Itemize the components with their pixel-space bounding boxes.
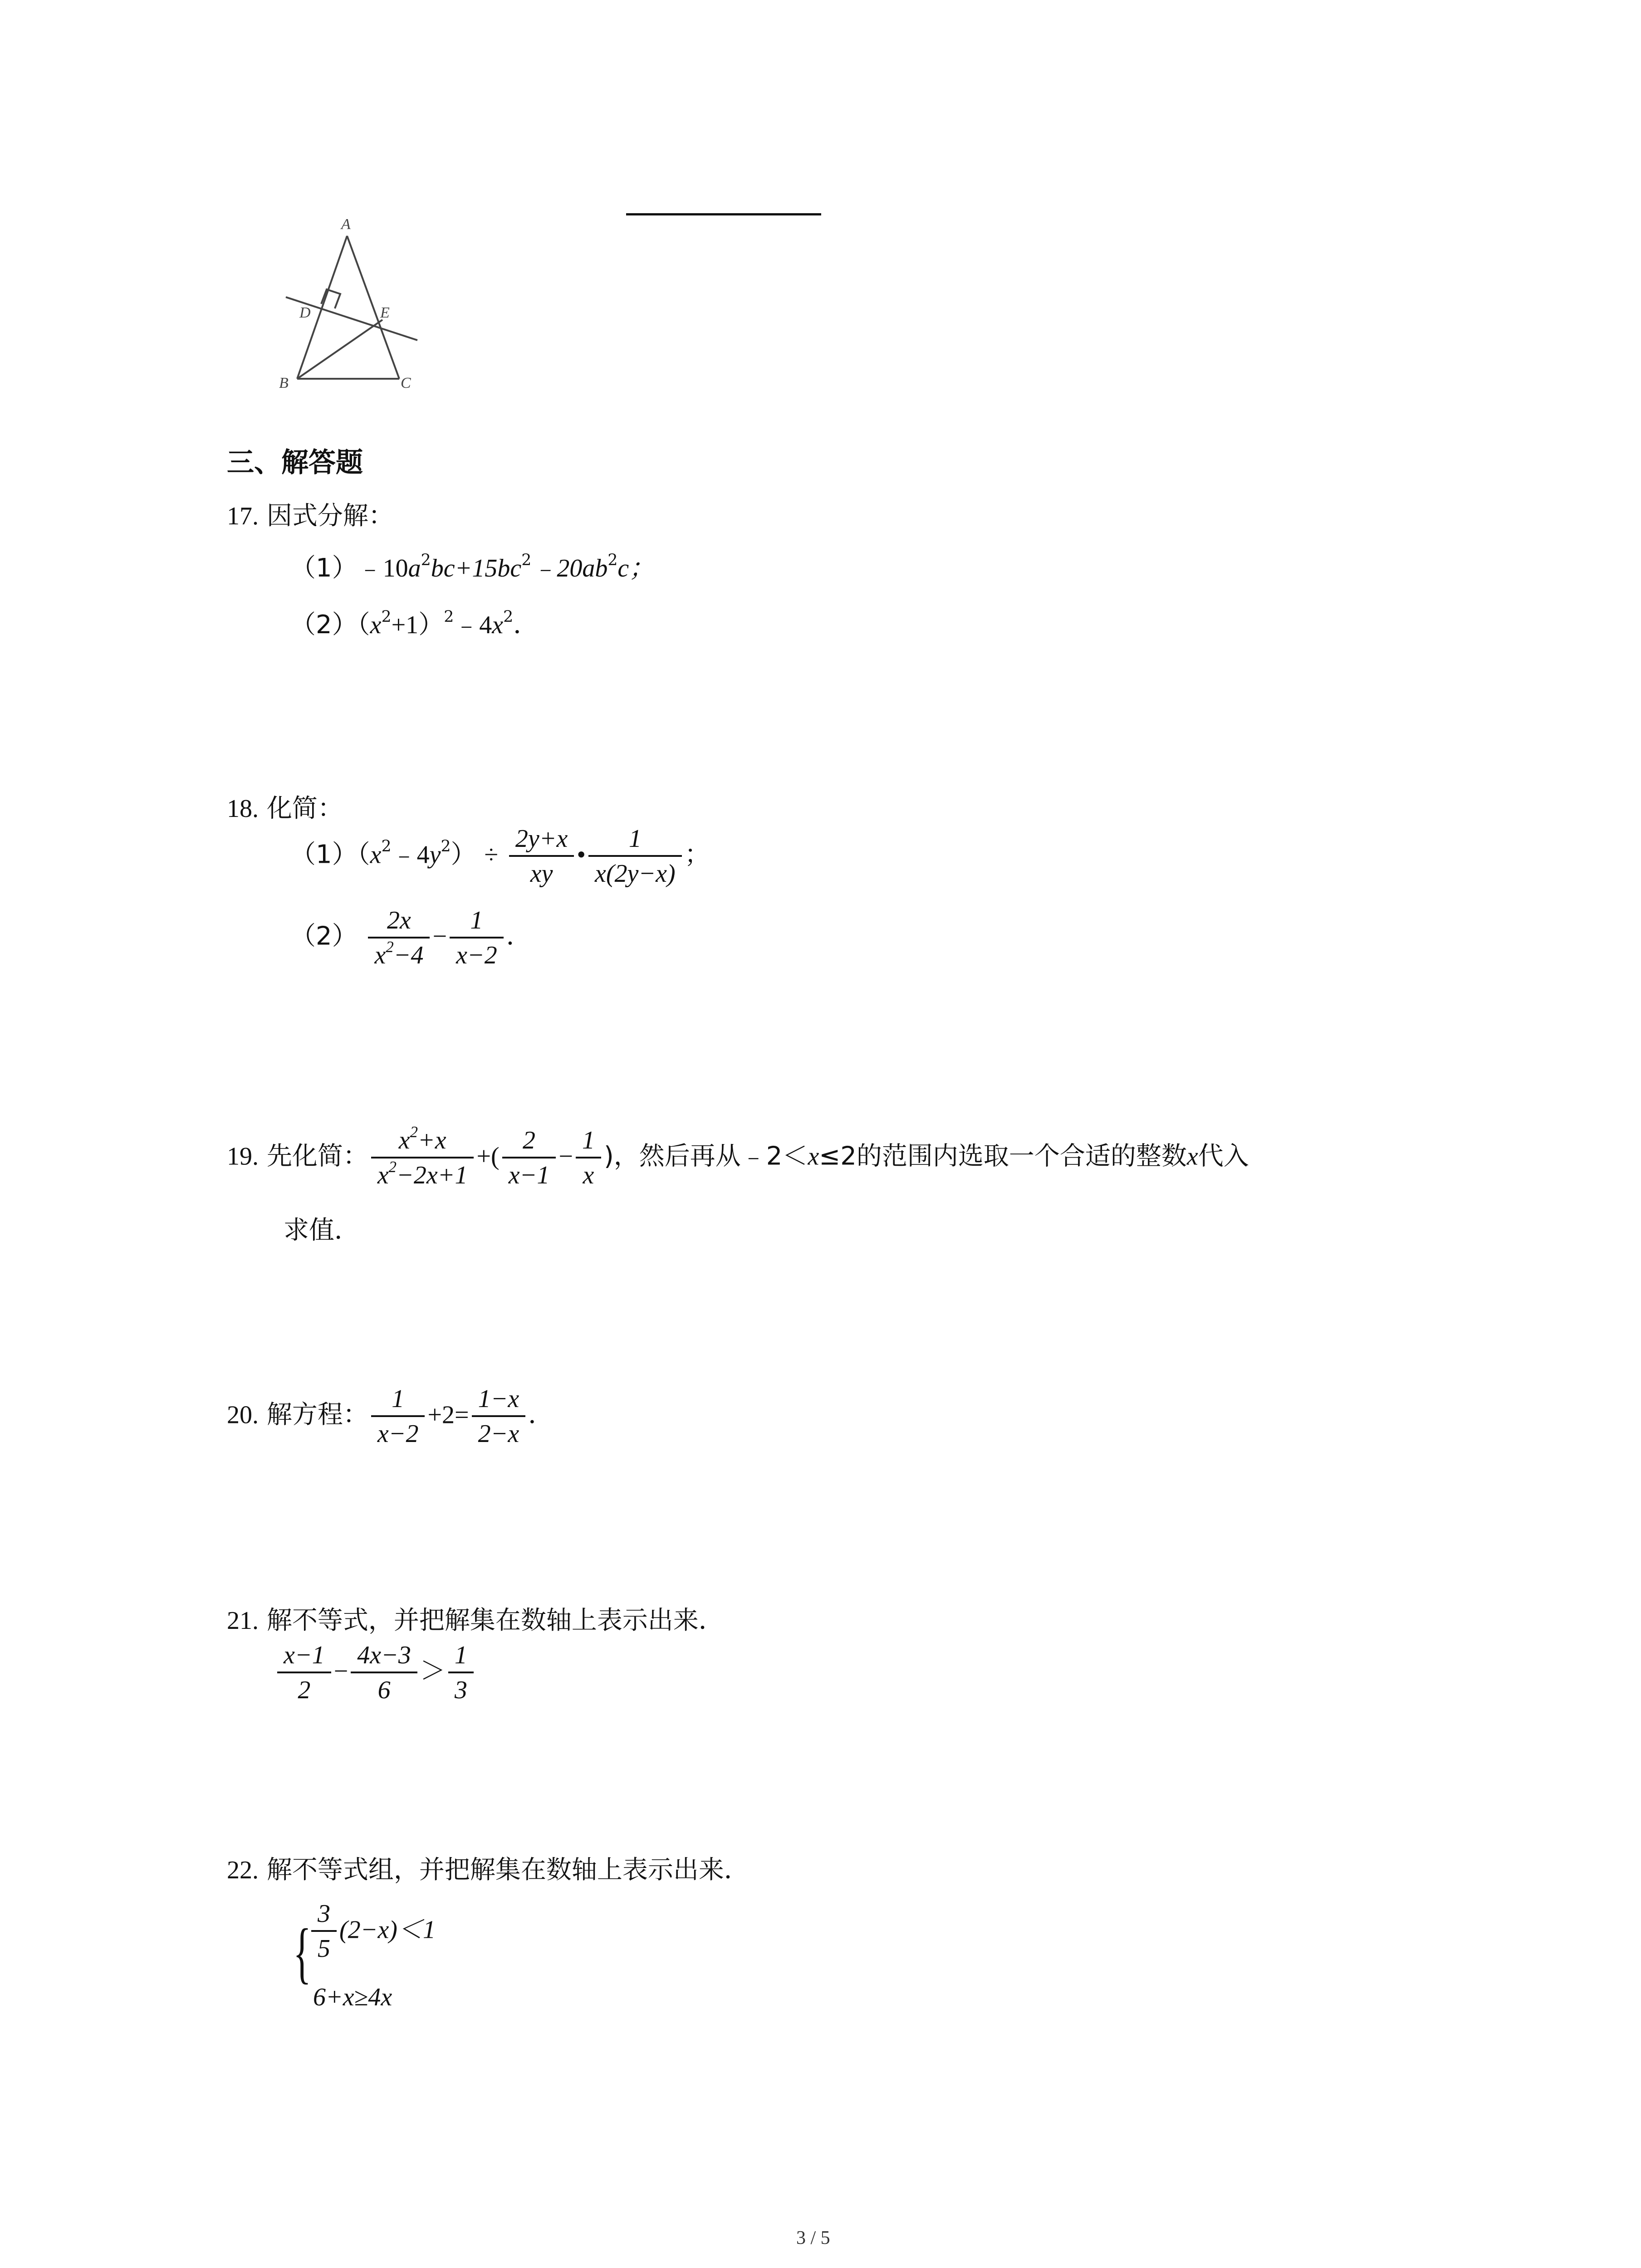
q18-frac3: $\frac{2x}{x^2-4}$ xyxy=(368,907,430,969)
label-d: D xyxy=(299,304,311,321)
q21-prompt: 解不等式，并把解集在数轴上表示出来． xyxy=(266,1606,724,1635)
q19-text3: 代入 xyxy=(1198,1141,1249,1171)
q22-line1 xyxy=(309,1901,436,1962)
q17-p1-expr-a: ﹣10 xyxy=(357,554,408,582)
q21-number: 21. xyxy=(227,1607,259,1635)
q22-prompt: 解不等式组，并把解集在数轴上表示出来． xyxy=(266,1855,749,1885)
answer-blank xyxy=(626,213,821,215)
q18-p2-end: ． xyxy=(506,922,532,951)
q18-part2 xyxy=(290,907,532,969)
q20-number: 20. xyxy=(227,1401,259,1429)
label-a: A xyxy=(341,216,351,233)
question-18 xyxy=(227,796,343,821)
q19-text2: ≤2的范围内选取一个合适的整数 xyxy=(819,1141,1187,1171)
label-c: C xyxy=(401,375,411,391)
q21-gt: ＞ xyxy=(420,1657,446,1686)
q17-p2-close: +1） xyxy=(391,611,444,639)
q18-dot: • xyxy=(577,841,586,869)
q21-frac3: $\frac{1}{3}$ xyxy=(448,1642,474,1704)
q22-frac1: $\frac{3}{5}$ xyxy=(311,1901,337,1962)
q21-frac1: $\frac{x-1}{2}$ xyxy=(277,1642,331,1704)
question-19: 19. 先化简： $\frac{x^2+x}{x^2-2x+1}$ +( $\frac{2}{x-1}$ − $\frac{1}{x}$ )，然后再从﹣2＜x≤2的范围内选取一个合适的整数x代入 xyxy=(227,1123,1249,1189)
q19-frac1: $\frac{x^2+x}{x^2-2x+1}$ xyxy=(371,1127,474,1189)
q20-frac2: $\frac{1-x}{2-x}$ xyxy=(472,1386,526,1447)
q22-line1-rest: (2−x)＜1 xyxy=(339,1916,436,1944)
q17-part1: $(1)﹣10a^2bc+15bc^2﹣20ab^2c$； xyxy=(290,551,655,583)
q19-frac2: $\frac{2}{x-1}$ xyxy=(502,1127,556,1189)
question-17 xyxy=(227,503,394,529)
q18-p1-close: ） xyxy=(451,841,476,869)
q19-minus: − xyxy=(558,1142,573,1171)
question-20 xyxy=(227,1386,554,1447)
q17-p1-expr-c: ﹣20ab xyxy=(531,554,608,582)
q18-part1: $(1)(x^2﹣4y^2)$ ÷ $\frac{2y+x}{xy}$ • $\frac{1}{x(2y-x)}$ ； xyxy=(290,825,710,888)
question-22 xyxy=(227,1857,749,1883)
q18-div-sign: ÷ xyxy=(484,841,499,869)
q17-p2-end: ． xyxy=(513,611,539,639)
q17-part2: $(2)(x^2+1)^2﹣4x^2$． xyxy=(290,608,539,640)
right-angle-mark xyxy=(321,289,340,308)
q22-number: 22. xyxy=(227,1856,259,1884)
q18-p1-label: （1） xyxy=(290,840,358,870)
q17-p1-expr-b: bc+15bc xyxy=(431,554,522,582)
q19-plus-open: +( xyxy=(476,1142,500,1171)
q17-p1-label: （1） xyxy=(290,553,358,583)
q21-frac2: $\frac{4x-3}{6}$ xyxy=(351,1642,417,1704)
q22-line2: 6+x≥4x xyxy=(313,1983,392,2011)
section-title: 三、解答题 xyxy=(227,447,363,479)
q18-frac2: $\frac{1}{x(2y-x)}$ xyxy=(588,826,682,887)
question-21 xyxy=(227,1608,724,1633)
q19-number: 19. xyxy=(227,1142,259,1171)
line-be xyxy=(297,320,382,379)
q20-frac1: $\frac{1}{x-2}$ xyxy=(371,1386,425,1447)
q18-p1-end: ； xyxy=(684,841,710,869)
q17-p1-end: c； xyxy=(617,554,655,582)
q17-prompt: 因式分解： xyxy=(266,501,394,531)
page-number: 3 / 5 xyxy=(796,2228,830,2248)
side-ac xyxy=(347,236,399,379)
q18-number: 18. xyxy=(227,795,259,823)
q21-inequality xyxy=(274,1642,476,1704)
q20-end: ． xyxy=(528,1401,554,1429)
label-b: B xyxy=(279,375,289,391)
q18-minus: − xyxy=(432,922,447,951)
q18-frac4: $\frac{1}{x-2}$ xyxy=(450,907,504,969)
q18-frac1: $\frac{2y+x}{xy}$ xyxy=(509,826,574,887)
q17-p2-tail: ﹣4 xyxy=(454,611,492,639)
q19-line2: 求值． xyxy=(284,1216,360,1245)
q17-number: 17. xyxy=(227,502,259,530)
q18-prompt: 化简： xyxy=(266,794,343,823)
q18-p1-mid: ﹣4 xyxy=(391,841,430,869)
q17-p2-open: （ xyxy=(357,611,370,639)
label-e: E xyxy=(380,304,390,321)
q18-p2-label: （2） xyxy=(290,921,358,951)
q17-p2-label: （2） xyxy=(290,610,358,640)
q19-text1: )，然后再从﹣2＜ xyxy=(603,1141,808,1171)
q20-mid: +2= xyxy=(427,1401,469,1429)
q19-frac3: $\frac{1}{x}$ xyxy=(576,1127,601,1189)
triangle-figure xyxy=(268,209,426,399)
q20-prompt: 解方程： xyxy=(266,1400,368,1430)
q19-prompt: 先化简： xyxy=(266,1141,368,1171)
q18-p1-open: （ xyxy=(357,841,370,869)
q22-brace: { xyxy=(293,1915,311,1990)
q21-minus: − xyxy=(333,1657,348,1686)
